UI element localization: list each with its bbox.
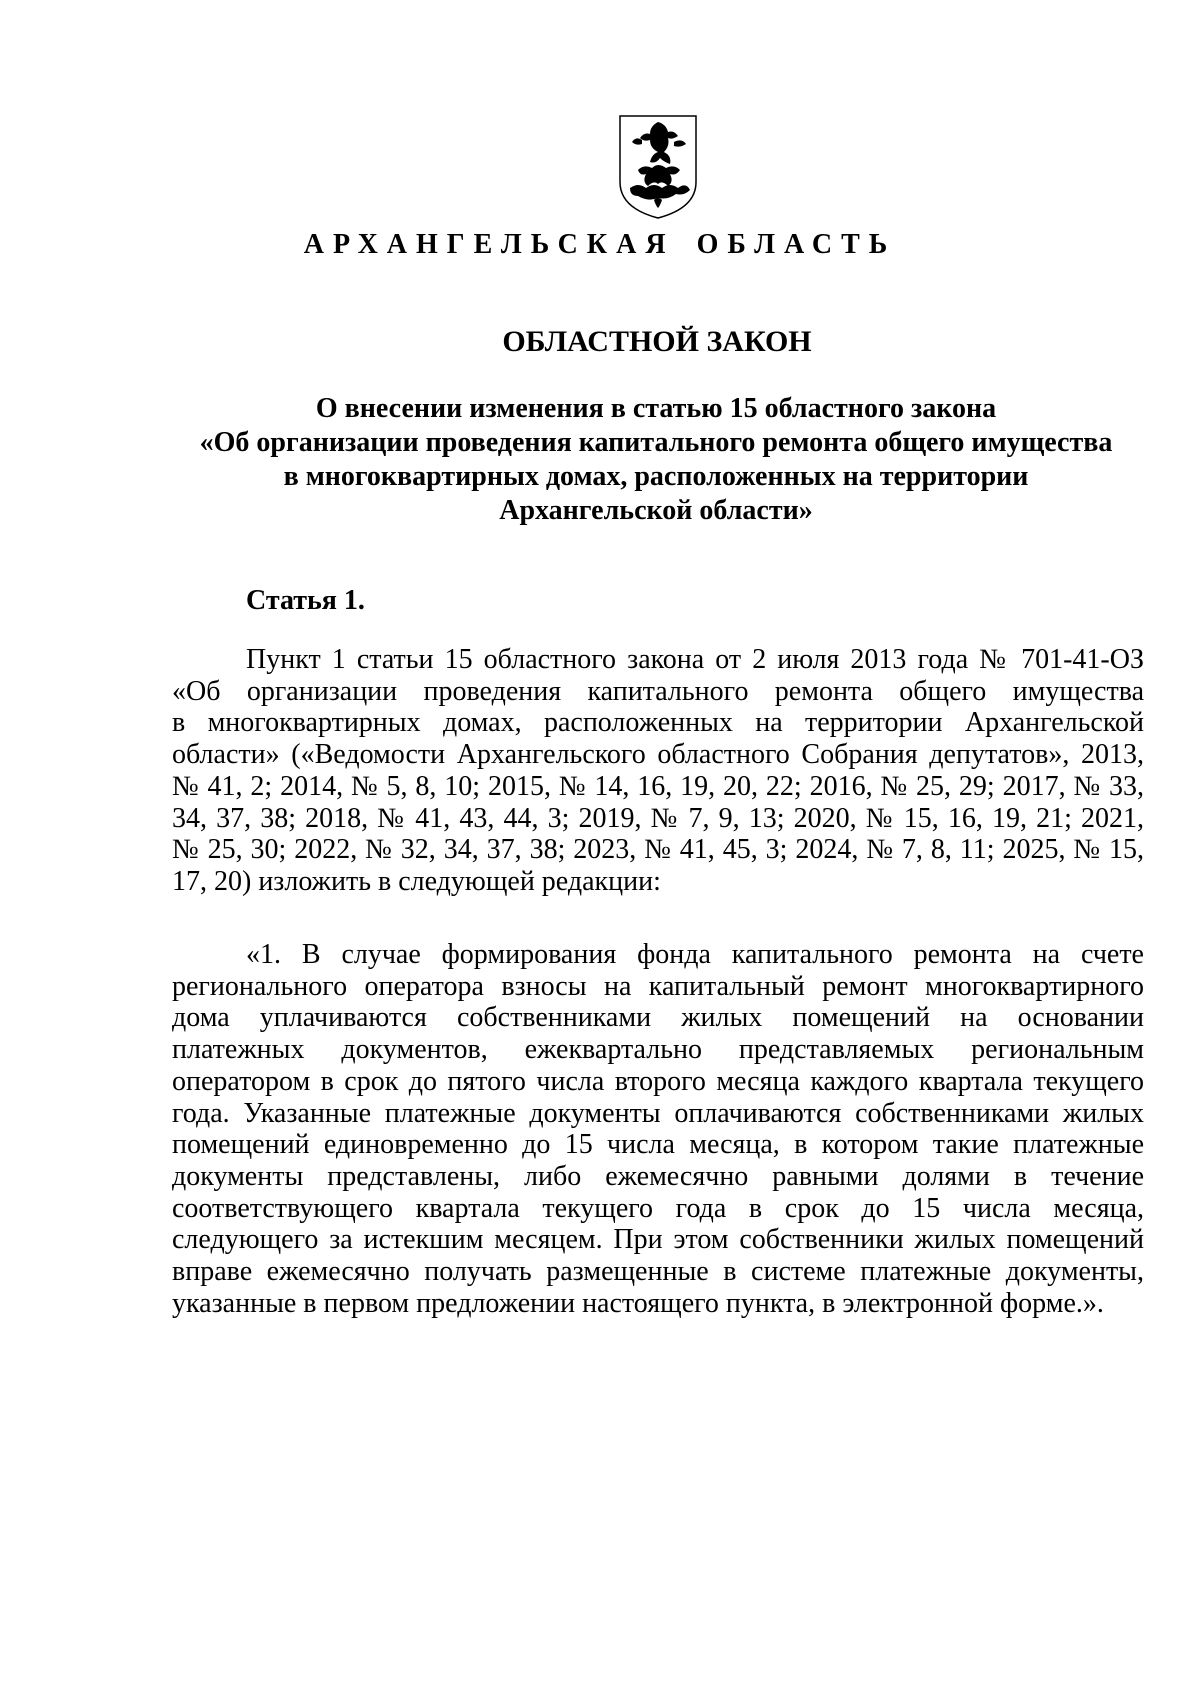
paragraph-line: регионального оператора взносы на капитальный ремонт многоквартирного bbox=[172, 970, 1144, 1002]
paragraph-line: года. Указанные платежные документы оплачиваются собственниками жилых bbox=[172, 1097, 1144, 1129]
paragraph-line: в многоквартирных домах, расположенных на территории Архангельской bbox=[172, 707, 1144, 739]
paragraph-line: дома уплачиваются собственниками жилых помещений на основании bbox=[172, 1002, 1144, 1034]
paragraph-line: документы представлены, либо ежемесячно равными долями в течение bbox=[172, 1160, 1144, 1192]
paragraph-line: № 41, 2; 2014, № 5, 8, 10; 2015, № 14, 16, 19, 20, 22; 2016, № 25, 29; 2017, № 33, bbox=[172, 770, 1144, 802]
paragraph-line: «1. В случае формирования фонда капитального ремонта на счете bbox=[246, 939, 1144, 970]
paragraph-line: указанные в первом предложении настоящего пункта, в электронной форме.». bbox=[172, 1287, 1104, 1319]
region-word: ОБЛАСТЬ bbox=[696, 229, 897, 260]
law-title bbox=[170, 392, 1142, 528]
paragraph-line: 17, 20) изложить в следующей редакции: bbox=[172, 865, 661, 897]
coat-of-arms-icon bbox=[614, 112, 702, 220]
law-title-line: Архангельской области» bbox=[499, 495, 813, 526]
paragraph-line: № 25, 30; 2022, № 32, 34, 37, 38; 2023, № 41, 45, 3; 2024, № 7, 8, 11; 2025, № 15, bbox=[172, 834, 1144, 866]
law-title-line: в многоквартирных домах, расположенных на территории bbox=[283, 461, 1029, 492]
article-paragraph bbox=[172, 644, 1144, 898]
paragraph-line: соответствующего квартала текущего года в срок до 15 числа месяца, bbox=[172, 1192, 1144, 1224]
law-title-line: О внесении изменения в статью 15 областного закона bbox=[315, 393, 997, 424]
paragraph-line: вправе ежемесячно получать размещенные в системе платежные документы, bbox=[172, 1256, 1144, 1288]
region-name bbox=[0, 228, 1200, 262]
region-word: АРХАНГЕЛЬСКАЯ bbox=[303, 229, 675, 260]
paragraph-line: помещений единовременно до 15 числа месяца, в котором такие платежные bbox=[172, 1129, 1144, 1161]
paragraph-line: оператором в срок до пятого числа второго месяца каждого квартала текущего bbox=[172, 1065, 1144, 1097]
paragraph-line: 34, 37, 38; 2018, № 41, 43, 44, 3; 2019, № 7, 9, 13; 2020, № 15, 16, 19, 21; 2021, bbox=[172, 802, 1144, 834]
article-heading: Статья 1. bbox=[246, 585, 365, 616]
paragraph-line: «Об организации проведения капитального ремонта общего имущества bbox=[172, 675, 1144, 707]
law-title-line: «Об организации проведения капитального ремонта общего имущества bbox=[199, 427, 1113, 458]
paragraph-line: Пункт 1 статьи 15 областного закона от 2 июля 2013 года № 701-41-ОЗ bbox=[246, 644, 1144, 675]
quoted-amendment-paragraph bbox=[172, 939, 1144, 1319]
document-type: ОБЛАСТНОЙ ЗАКОН bbox=[502, 325, 812, 358]
paragraph-line: платежных документов, ежеквартально представляемых региональным bbox=[172, 1034, 1144, 1066]
paragraph-line: следующего за истекшим месяцем. При этом собственники жилых помещений bbox=[172, 1224, 1144, 1256]
paragraph-line: области» («Ведомости Архангельского областного Собрания депутатов», 2013, bbox=[172, 739, 1144, 771]
